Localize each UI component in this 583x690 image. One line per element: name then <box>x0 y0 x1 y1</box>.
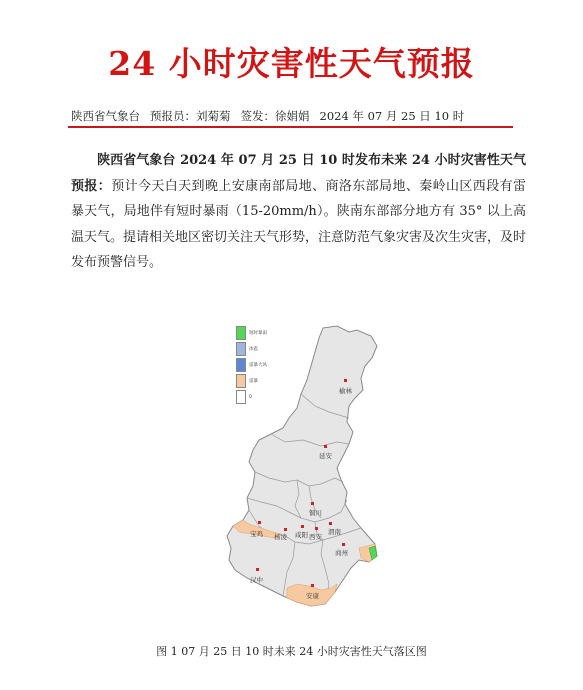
city-label-yulin: 榆林 <box>339 387 352 395</box>
figure-caption: 图 1 07 月 25 日 10 时未来 24 小时灾害性天气落区图 <box>156 645 427 658</box>
city-label-yanan: 延安 <box>319 452 332 460</box>
legend-swatch-gale <box>236 358 246 372</box>
forecast-lead: 陕西省气象台 2024 年 07 月 25 日 10 时发布未来 24 小时灾害性天气预报： <box>71 153 526 194</box>
legend-item-rainstorm <box>236 325 296 341</box>
legend-swatch-none <box>236 390 246 404</box>
legend-item-none <box>236 389 296 405</box>
city-label-weinan: 渭南 <box>328 528 341 536</box>
city-dot-xian <box>315 527 318 530</box>
city-label-yangling: 杨凌 <box>274 533 287 541</box>
legend-label-thunder: 雷暴 <box>249 379 258 384</box>
city-dot-yangling <box>284 528 287 531</box>
city-dot-shangzhou <box>342 543 345 546</box>
legend-item-gale <box>236 357 296 373</box>
city-dot-baoji <box>258 521 261 524</box>
page-title: 24 小时灾害性天气预报 <box>108 44 475 83</box>
signer-name: 签发：徐娟娟 <box>240 109 310 123</box>
header-divider <box>68 126 513 128</box>
city-label-xianyang: 咸阳 <box>295 531 308 539</box>
city-label-shangzhou: 商州 <box>335 549 348 557</box>
city-dot-hanzhong <box>256 568 259 571</box>
city-label-tongchuan: 铜川 <box>309 509 322 517</box>
legend-item-hail <box>236 341 296 357</box>
city-dot-yanan <box>324 445 327 448</box>
legend-item-thunder <box>236 373 296 389</box>
map-legend <box>236 325 296 405</box>
city-label-hanzhong: 汉中 <box>250 576 263 584</box>
city-label-xian: 西安 <box>309 533 322 541</box>
legend-swatch-rainstorm <box>236 326 246 340</box>
issuer-line <box>71 108 511 124</box>
city-dot-weinan <box>329 522 332 525</box>
city-label-baoji: 宝鸡 <box>250 530 263 538</box>
city-dot-xianyang <box>301 525 304 528</box>
city-dot-tongchuan <box>311 502 314 505</box>
legend-label-none: 0 <box>249 394 252 400</box>
legend-label-hail: 冰雹 <box>249 347 258 352</box>
legend-swatch-thunder <box>236 374 246 388</box>
forecast-text: 预计今天白天到晚上安康南部局地、商洛东部局地、秦岭山区西段有雷暴天气，局地伴有短时暴雨（15-20mm/h）。陕南东部部分地方有 35° 以上高温天气。提请相关地区密切关注天气形势，注意防范气象灾害及次生灾害，及时发布预警信号。 <box>71 178 527 270</box>
forecaster-name: 预报员：刘菊菊 <box>150 109 231 123</box>
legend-label-gale: 雷暴大风 <box>249 363 267 368</box>
legend-swatch-hail <box>236 342 246 356</box>
city-dot-ankang <box>311 584 314 587</box>
forecast-paragraph <box>71 148 526 276</box>
city-dot-yulin <box>344 379 347 382</box>
legend-label-rainstorm: 短时暴雨 <box>249 331 267 336</box>
issue-datetime: 2024 年 07 月 25 日 10 时 <box>319 109 465 123</box>
city-label-ankang: 安康 <box>306 592 319 600</box>
issuer-name: 陕西省气象台 <box>71 109 140 123</box>
